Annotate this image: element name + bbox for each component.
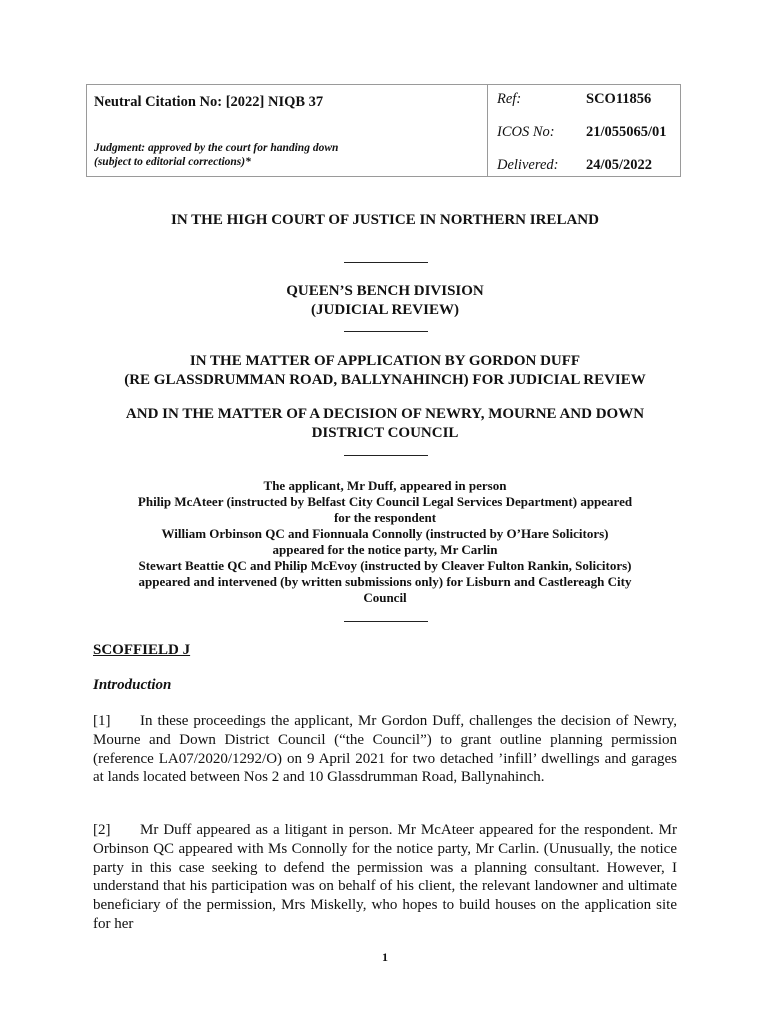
icos-value: 21/055065/01 — [586, 124, 667, 140]
ref-label: Ref: — [497, 91, 522, 107]
appearance-line: William Orbinson QC and Fionnuala Connolly (instructed by O’Hare Solicitors) — [161, 526, 609, 541]
delivered-value: 24/05/2022 — [586, 157, 653, 173]
appearance-line: Council — [363, 590, 407, 605]
appearance-line: appeared and intervened (by written submissions only) for Lisburn and Castlereagh City — [138, 574, 632, 589]
appearance-line: Stewart Beattie QC and Philip McEvoy (instructed by Cleaver Fulton Rankin, Solicitors) — [138, 558, 632, 573]
delivered-label: Delivered: — [497, 157, 559, 173]
matter1-line1: IN THE MATTER OF APPLICATION BY GORDON DUFF — [189, 353, 581, 369]
judgment-note-line2: (subject to editorial corrections)* — [94, 156, 251, 168]
divider-rule — [344, 621, 428, 622]
paragraph-number: [2] — [93, 822, 111, 838]
divider-rule — [344, 455, 428, 456]
matter2-line1: AND IN THE MATTER OF A DECISION OF NEWRY, MOURNE AND DOWN — [125, 406, 645, 422]
neutral-citation: Neutral Citation No: [2022] NIQB 37 — [94, 94, 324, 110]
matter1-line2: (RE GLASSDRUMMAN ROAD, BALLYNAHINCH) FOR JUDICIAL REVIEW — [124, 372, 646, 388]
matter2-heading — [86, 405, 684, 443]
ref-value: SCO11856 — [586, 91, 652, 107]
matter2-line2: DISTRICT COUNCIL — [311, 425, 459, 441]
paragraph — [93, 821, 677, 934]
division-line2: (JUDICIAL REVIEW) — [311, 302, 459, 318]
page-number: 1 — [382, 950, 388, 964]
paragraph — [93, 712, 677, 787]
judge-name: SCOFFIELD J — [93, 642, 191, 658]
appearances — [86, 478, 684, 606]
divider-rule — [344, 262, 428, 263]
appearance-line: Philip McAteer (instructed by Belfast City Council Legal Services Department) appeared — [137, 494, 633, 509]
icos-label: ICOS No: — [497, 124, 555, 140]
divider-rule — [344, 331, 428, 332]
judgment-note — [94, 141, 338, 169]
judgment-note-line1: Judgment: approved by the court for handing down — [94, 142, 339, 154]
paragraph-text: In these proceedings the applicant, Mr Gordon Duff, challenges the decision of Newry, Mourne and Down District Council (“the Council”) to grant outline planning permission (reference LA07/2020/1292/O) on 9 April 2021 for two detached ’infill’ dwellings and garages at lands located between Nos 2 and 10 Glassdrumman Road, Ballynahinch. — [93, 713, 677, 786]
section-heading: Introduction — [93, 677, 172, 693]
appearance-line: The applicant, Mr Duff, appeared in person — [263, 478, 507, 493]
paragraph-number: [1] — [93, 713, 111, 729]
court-title: IN THE HIGH COURT OF JUSTICE IN NORTHERN IRELAND — [171, 212, 599, 228]
division-line1: QUEEN’S BENCH DIVISION — [286, 283, 484, 299]
paragraph-text: Mr Duff appeared as a litigant in person. Mr McAteer appeared for the respondent. Mr Orbinson QC appeared with Ms Connolly for the notice party, Mr Carlin. (Unusually, the notice party in this case seeking to defend the permission was a planning consultant. However, I understand that his participation was on behalf of his client, the relevant landowner and ultimate beneficiary of the permission, Mrs Miskelly, who hopes to build houses on the application site for her — [93, 822, 677, 932]
header-divider — [487, 85, 488, 176]
division-heading — [86, 282, 684, 320]
matter-heading — [86, 352, 684, 390]
header-box — [86, 84, 681, 177]
appearance-line: appeared for the notice party, Mr Carlin — [272, 542, 498, 557]
appearance-line: for the respondent — [333, 510, 437, 525]
